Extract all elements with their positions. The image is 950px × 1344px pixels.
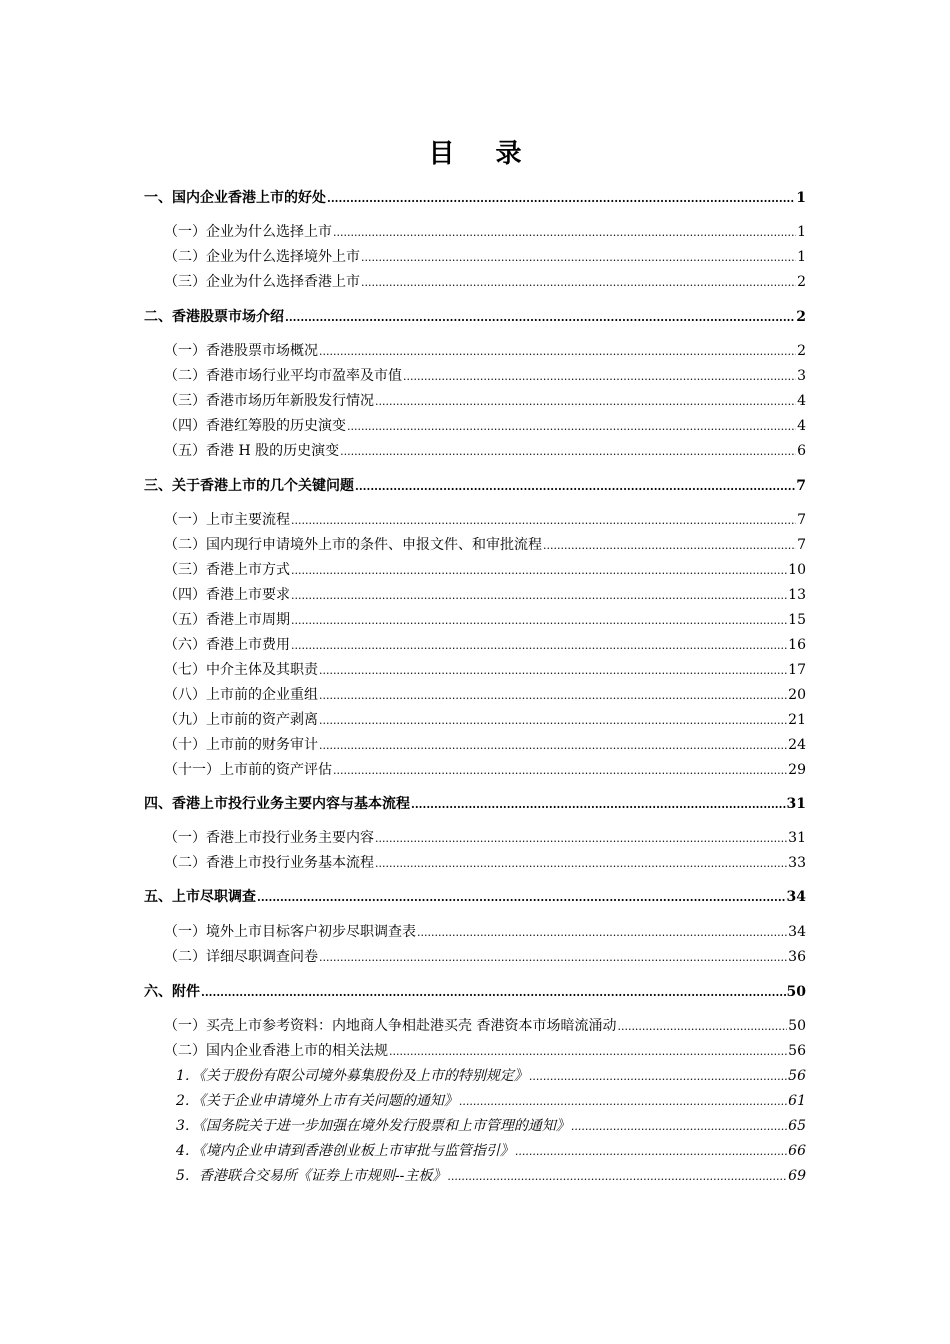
dot-leader (327, 191, 795, 205)
dot-leader (319, 713, 787, 727)
toc-entry-label: 六、附件 (144, 984, 200, 1000)
dot-leader (529, 1069, 787, 1083)
toc-entry-label: （一）香港上市投行业务主要内容 (164, 830, 374, 846)
toc-page-number: 36 (788, 949, 806, 965)
toc-page-number: 34 (786, 889, 806, 905)
toc-entry[interactable] (164, 921, 806, 941)
toc-entry-label: （三）企业为什么选择香港上市 (164, 274, 360, 290)
toc-entry-label: 二、香港股票市场介绍 (144, 309, 284, 325)
toc-page-number: 16 (788, 637, 806, 653)
dot-leader (333, 763, 787, 777)
dot-leader (257, 890, 786, 904)
dot-leader (361, 250, 796, 264)
toc-entry-subitem[interactable] (176, 1165, 806, 1185)
toc-entry-label: （五）香港 H 股的历史演变 (164, 443, 340, 459)
dot-leader (319, 738, 787, 752)
toc-entry[interactable] (164, 534, 806, 554)
toc-entry-label: （一）买壳上市参考资料：内地商人争相赴港买壳 香港资本市场暗流涌动 (164, 1018, 617, 1034)
dot-leader (319, 950, 787, 964)
toc-entry-label: （三）香港上市方式 (164, 562, 290, 578)
toc-page-number: 1 (796, 190, 806, 206)
toc-entry-label: （二）国内现行申请境外上市的条件、申报文件、和审批流程 (164, 537, 542, 553)
toc-entry-label: （九）上市前的资产剥离 (164, 712, 318, 728)
toc-entry-label: （二）香港上市投行业务基本流程 (164, 855, 374, 871)
toc-page-number: 4 (797, 393, 806, 409)
toc-entry-label: 一、国内企业香港上市的好处 (144, 190, 326, 206)
dot-leader (403, 369, 796, 383)
toc-entry-label: （一）境外上市目标客户初步尽职调查表 (164, 924, 416, 940)
dot-leader (285, 310, 795, 324)
toc-entry-label: （一）上市主要流程 (164, 512, 290, 528)
toc-entry-label: 五、上市尽职调查 (144, 889, 256, 905)
toc-page-number: 29 (788, 762, 806, 778)
toc-entry-subitem[interactable] (176, 1065, 806, 1085)
dot-leader (291, 563, 787, 577)
dot-leader (319, 688, 787, 702)
toc-entry[interactable] (164, 946, 806, 966)
dot-leader (411, 797, 786, 811)
toc-page-number: 50 (786, 984, 806, 1000)
toc-entry-label: （十一）上市前的资产评估 (164, 762, 332, 778)
toc-entry-label: （六）香港上市费用 (164, 637, 290, 653)
toc-page-number: 2 (796, 309, 806, 325)
dot-leader (340, 444, 796, 458)
dot-leader (417, 925, 787, 939)
page-title: 目 录 (428, 139, 538, 169)
toc-page-number: 61 (788, 1093, 806, 1109)
dot-leader (447, 1169, 787, 1183)
toc-entry[interactable] (164, 390, 806, 410)
toc-page-number: 21 (788, 712, 806, 728)
toc-page-number: 17 (788, 662, 806, 678)
toc-entry-section-2[interactable] (144, 306, 806, 326)
toc-page-number: 34 (788, 924, 806, 940)
toc-page-number: 13 (788, 587, 806, 603)
toc-page-number: 66 (788, 1143, 806, 1159)
toc-page-number: 4 (797, 418, 806, 434)
toc-entry-label: 1．《关于股份有限公司境外募集股份及上市的特别规定》 (176, 1068, 528, 1084)
toc-entry-label: （八）上市前的企业重组 (164, 687, 318, 703)
dot-leader (347, 419, 796, 433)
dot-leader (361, 275, 796, 289)
toc-page-number: 6 (797, 443, 806, 459)
dot-leader (389, 1044, 787, 1058)
toc-page-number: 15 (788, 612, 806, 628)
toc-entry-section-1[interactable] (144, 187, 806, 207)
dot-leader (617, 1019, 787, 1033)
toc-entry-subitem[interactable] (176, 1140, 806, 1160)
toc-entry-label: （五）香港上市周期 (164, 612, 290, 628)
toc-page-number: 1 (797, 224, 806, 240)
toc-entry-subitem[interactable] (176, 1090, 806, 1110)
toc-entry-label: 2．《关于企业申请境外上市有关问题的通知》 (176, 1093, 458, 1109)
toc-page-number: 69 (788, 1168, 806, 1184)
dot-leader (515, 1144, 787, 1158)
toc-page-number: 50 (788, 1018, 806, 1034)
toc-page-number: 24 (788, 737, 806, 753)
toc-entry[interactable] (164, 609, 806, 629)
toc-entry[interactable] (164, 365, 806, 385)
toc-entry[interactable] (164, 440, 806, 460)
toc-page-number: 7 (797, 512, 806, 528)
toc-entry-label: （四）香港红筹股的历史演变 (164, 418, 346, 434)
toc-entry-label: 三、关于香港上市的几个关键问题 (144, 478, 354, 494)
toc-entry[interactable] (164, 1015, 806, 1035)
toc-entry-label: （三）香港市场历年新股发行情况 (164, 393, 374, 409)
toc-entry[interactable] (164, 271, 806, 291)
toc-entry-label: （二）企业为什么选择境外上市 (164, 249, 360, 265)
toc-page-number: 2 (797, 343, 806, 359)
dot-leader (201, 985, 786, 999)
toc-entry[interactable] (164, 415, 806, 435)
toc-entry[interactable] (164, 709, 806, 729)
toc-page-number: 10 (788, 562, 806, 578)
toc-page-number: 56 (788, 1068, 806, 1084)
toc-entry-label: （二）香港市场行业平均市盈率及市值 (164, 368, 402, 384)
toc-entry-label: （二）国内企业香港上市的相关法规 (164, 1043, 388, 1059)
dot-leader (291, 638, 787, 652)
dot-leader (355, 479, 795, 493)
toc-page-number: 3 (797, 368, 806, 384)
toc-entry-label: 4．《境内企业申请到香港创业板上市审批与监管指引》 (176, 1143, 514, 1159)
dot-leader (333, 225, 796, 239)
dot-leader (375, 394, 796, 408)
toc-page-number: 2 (797, 274, 806, 290)
toc-entry[interactable] (164, 659, 806, 679)
toc-entry[interactable] (164, 827, 806, 847)
toc-page-number: 1 (797, 249, 806, 265)
toc-entry[interactable] (164, 246, 806, 266)
toc-entry[interactable] (164, 559, 806, 579)
toc-page-number: 65 (788, 1118, 806, 1134)
dot-leader (375, 856, 787, 870)
dot-leader (571, 1119, 787, 1133)
toc-entry[interactable] (164, 1040, 806, 1060)
toc-entry[interactable] (164, 584, 806, 604)
dot-leader (291, 613, 787, 627)
toc-entry[interactable] (164, 734, 806, 754)
toc-entry-section-4[interactable] (144, 793, 806, 813)
toc-entry-label: （七）中介主体及其职责 (164, 662, 318, 678)
toc-entry-label: （四）香港上市要求 (164, 587, 290, 603)
toc-page-number: 20 (788, 687, 806, 703)
dot-leader (543, 538, 796, 552)
toc-entry-label: 3．《国务院关于进一步加强在境外发行股票和上市管理的通知》 (176, 1118, 570, 1134)
toc-entry-section-5[interactable] (144, 886, 806, 906)
toc-page-number: 33 (788, 855, 806, 871)
toc-entry[interactable] (164, 509, 806, 529)
toc-entry-label: 5．香港联合交易所《证券上市规则--主板》 (176, 1168, 447, 1184)
toc-page-number: 7 (797, 537, 806, 553)
dot-leader (375, 831, 787, 845)
toc-entry-label: （二）详细尽职调查问卷 (164, 949, 318, 965)
dot-leader (319, 663, 787, 677)
toc-entry-section-6[interactable] (144, 981, 806, 1001)
dot-leader (319, 344, 796, 358)
toc-entry[interactable] (164, 634, 806, 654)
toc-page-number: 7 (796, 478, 806, 494)
toc-entry-label: （一）香港股票市场概况 (164, 343, 318, 359)
toc-entry[interactable] (164, 684, 806, 704)
toc-entry-label: （一）企业为什么选择上市 (164, 224, 332, 240)
toc-entry-label: 四、香港上市投行业务主要内容与基本流程 (144, 796, 410, 812)
toc-entry-label: （十）上市前的财务审计 (164, 737, 318, 753)
toc-page-number: 56 (788, 1043, 806, 1059)
toc-entry[interactable] (164, 221, 806, 241)
toc-entry[interactable] (164, 759, 806, 779)
toc-entry-subitem[interactable] (176, 1115, 806, 1135)
toc-entry[interactable] (164, 340, 806, 360)
dot-leader (291, 588, 787, 602)
toc-entry-section-3[interactable] (144, 475, 806, 495)
toc-page-number: 31 (786, 796, 806, 812)
toc-page-number: 31 (788, 830, 806, 846)
dot-leader (459, 1094, 787, 1108)
toc-entry[interactable] (164, 852, 806, 872)
dot-leader (291, 513, 796, 527)
